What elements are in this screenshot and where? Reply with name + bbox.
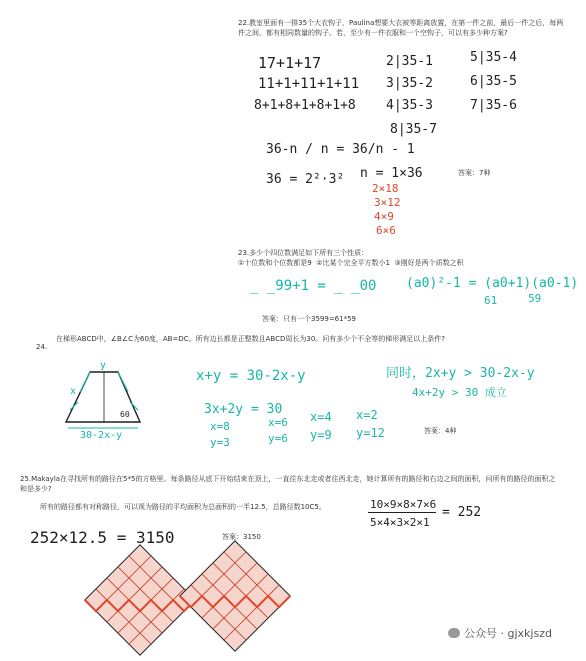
q24-hw-sys3-x: x=4 [310,410,332,424]
q24-hw-sys4-x: x=2 [356,408,378,422]
q22-hw-eq2: 36 = 2²·3² [266,172,345,187]
q22-hw-row3: 8+1+8+1+8+1+8 [254,98,356,113]
q22-hw-factor3: 4×9 [374,210,394,223]
q24-hw-cond2: 4x+2y > 30 成立 [412,386,507,399]
q23-question: 23.多少个四位数满足如下所有三个性质： ①十位数和个位数都是9 ②比某个完全平方数小1 ③刚好是两个质数之积 [238,249,464,267]
q25-question: 25.Makayla在寻找所有的路径在5*5的方格里。每条路径从底下开始结束在顶上，一直往东北走或者往西北走，她计算所有的路径和右边之间的面积，问所有的路径的面积之和是多少? [20,475,556,493]
q24-hw-eq2: 3x+2y = 30 [204,402,283,417]
q22-hw-factor4: 6×6 [376,224,396,237]
q22-hw-div1: 2|35-1 [386,54,433,69]
q25-hw-frac-bot: 5×4×3×2×1 [370,516,430,529]
q24-hw-cond: 同时，2x+y > 30-2x-y [386,366,535,381]
q24-answer: 答案：4种 [424,427,457,435]
q25-hw-frac-res: = 252 [442,505,482,520]
q24-number: 24. [36,343,48,351]
q24-hw-eq1: x+y = 30-2x-y [196,368,306,384]
q25-hw-calc: 252×12.5 = 3150 [30,528,175,547]
q24-hw-sys2-x: x=6 [268,416,288,429]
q22-hw-div3: 4|35-3 [386,98,433,113]
q24-fig-x-label: x [70,386,77,397]
q22-question: 22.教室里面有一排35个大衣钩子，Paulina想要大衣被等距离放置，在第一件之前，最后一件之后，每两件之间，都有相同数量的钩子。若，至少有一件衣服和一个空钩子，可以有多少种方案? [238,19,564,37]
q24-fig-y-label: y [100,360,107,371]
q22-hw-factor2: 3×12 [374,196,401,209]
q24-hw-sys2-y: y=6 [268,432,288,445]
q24-hw-sys3-y: y=9 [310,428,332,442]
q24-fig-bottom-label: 30-2x-y [80,430,123,441]
q24-hw-sys1-y: y=3 [210,436,230,449]
q23-hw3a: 61 [484,294,498,307]
watermark-text: 公众号 · gjxkjszd [464,627,552,640]
q24-hw-sys1-x: x=8 [210,420,230,433]
q23-answer: 答案：只有一个3599=61*59 [262,315,356,323]
q24-question: 在梯形ABCD中，∠B∠C为60度，AB=DC。所有边长都是正整数且ABCD周长为30。问有多少个不全等的梯形满足以上条件? [56,335,445,343]
grid-sketch-right [180,541,290,651]
q22-hw-factor1: 2×18 [372,182,399,195]
q23-hw2: (a0)²-1 = (a0+1)(a0-1) [406,276,579,291]
q22-hw-row2: 11+1+11+1+11 [258,76,360,92]
q22-hw-div2: 3|35-2 [386,76,433,91]
q25-answer: 答案：3150 [222,533,261,541]
q22-hw-div7: 7|35-6 [470,98,517,113]
q22-hw-div4: 8|35-7 [390,122,437,137]
wechat-icon [448,628,460,638]
q22-hw-div6: 6|35-5 [470,74,517,89]
q22-hw-eq1: 36-n / n = 36/n - 1 [266,142,415,157]
watermark [448,625,552,641]
q22-hw-n: n = 1×36 [360,166,423,181]
q23-hw1: _ _99+1 = _ _00 [250,278,377,294]
q24-hw-sys4-y: y=12 [356,426,385,440]
grid-outline [85,545,195,655]
q24-fig-angle-label: 60 [120,410,130,419]
grid-outline [180,541,290,651]
q23-hw3b: 59 [528,292,542,305]
q25-note: 所有的路径都有对称路径，可以视为路径的平均面积为总面积的一半12.5，总路径数10C5。 [40,503,326,511]
q25-hw-frac-top: 10×9×8×7×6 [370,498,437,511]
grid-sketch-left [85,545,195,655]
q22-hw-row1: 17+1+17 [258,54,322,72]
q22-hw-div5: 5|35-4 [470,50,517,65]
q22-answer: 答案：7种 [458,169,491,177]
